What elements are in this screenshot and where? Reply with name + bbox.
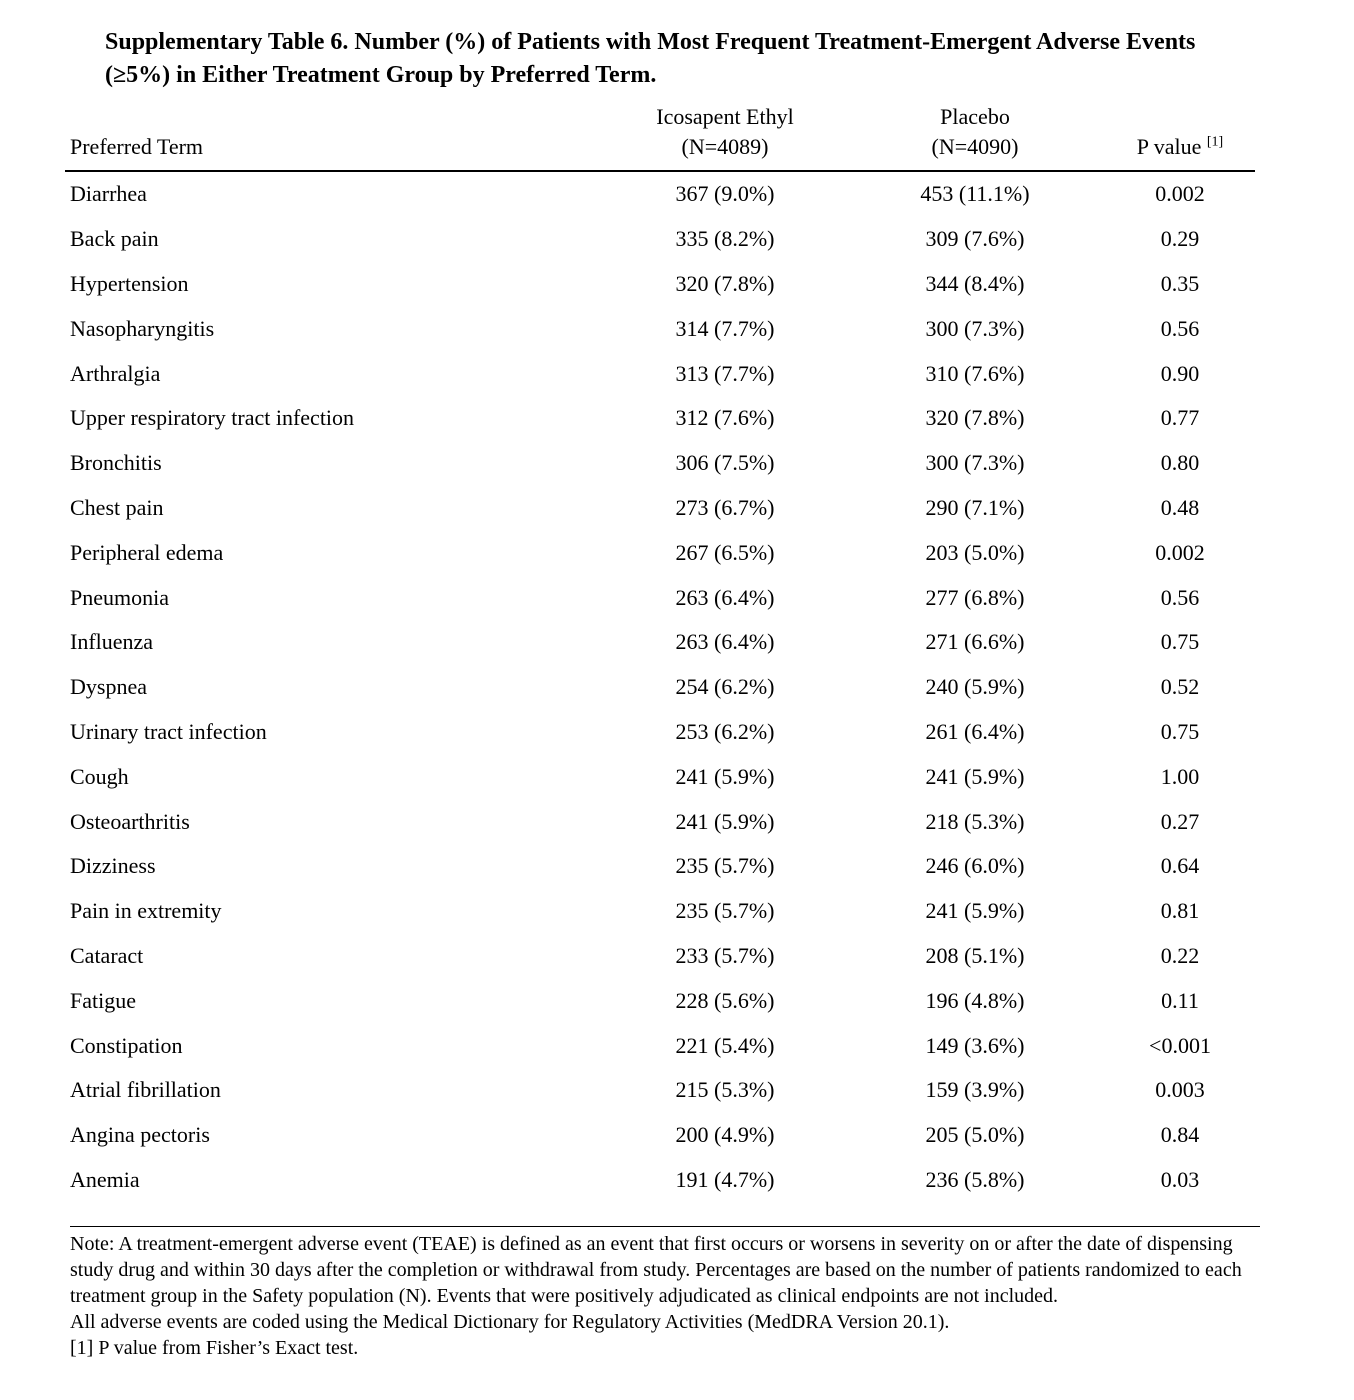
placebo-value-cell: 159 (3.9%): [925, 1077, 1025, 1103]
table-row: [65, 799, 1255, 844]
preferred-term-cell: Bronchitis: [70, 450, 162, 476]
p-value-cell: 0.90: [1160, 360, 1200, 386]
icosapent-value-cell: 306 (7.5%): [675, 450, 775, 476]
table-row: [65, 575, 1255, 620]
p-value-cell: 0.22: [1160, 942, 1200, 968]
column-header-p-value: [1105, 102, 1255, 171]
preferred-term-cell: Cataract: [70, 942, 144, 968]
preferred-term-cell: Osteoarthritis: [70, 808, 190, 834]
p-value-cell: 0.56: [1160, 315, 1200, 341]
placebo-value-cell: 241 (5.9%): [925, 898, 1025, 924]
table-row: [65, 665, 1255, 710]
footnote-teae-definition: Note: A treatment-emergent adverse event (TEAE) is defined as an event that first occurs or worsens in severity on or after the date of dispensing study drug and within 30 days after the completion or withdrawal from study. Percentages are based on the number of patients randomized to each treatment group in the Safety population (N). Events that were positively adjudicated as clinical endpoints are not included.: [70, 1233, 1242, 1308]
preferred-term-cell: Back pain: [70, 226, 159, 252]
p-value-cell: 0.27: [1160, 808, 1200, 834]
icosapent-value-cell: 241 (5.9%): [675, 763, 775, 789]
icosapent-value-cell: 263 (6.4%): [675, 629, 775, 655]
preferred-term-label: Preferred Term: [70, 134, 204, 159]
preferred-term-cell: Influenza: [70, 629, 154, 655]
p-value-cell: 0.29: [1160, 226, 1200, 252]
preferred-term-cell: Urinary tract infection: [70, 718, 267, 744]
preferred-term-cell: Pain in extremity: [70, 898, 222, 924]
preferred-term-cell: Dizziness: [70, 853, 156, 879]
placebo-value-cell: 240 (5.9%): [925, 674, 1025, 700]
placebo-value-cell: 241 (5.9%): [925, 763, 1025, 789]
icosapent-value-cell: 235 (5.7%): [675, 898, 775, 924]
icosapent-value-cell: 191 (4.7%): [675, 1166, 775, 1192]
preferred-term-cell: Angina pectoris: [70, 1122, 210, 1148]
placebo-value-cell: 453 (11.1%): [920, 181, 1030, 207]
placebo-value-cell: 344 (8.4%): [925, 270, 1025, 296]
table-row: [65, 1158, 1255, 1203]
p-value-cell: 0.11: [1161, 987, 1199, 1013]
p-value-cell: 0.35: [1160, 270, 1200, 296]
icosapent-value-cell: 235 (5.7%): [675, 853, 775, 879]
p-value-label: P value: [1136, 134, 1202, 159]
p-value-cell: 0.48: [1160, 494, 1200, 520]
placebo-value-cell: 246 (6.0%): [925, 853, 1025, 879]
preferred-term-cell: Upper respiratory tract infection: [70, 405, 355, 431]
column-header-placebo: [845, 102, 1105, 171]
table-row: [65, 441, 1255, 486]
placebo-value-cell: 309 (7.6%): [925, 226, 1025, 252]
preferred-term-cell: Diarrhea: [70, 181, 147, 207]
table-row: [65, 710, 1255, 755]
table-row: [65, 396, 1255, 441]
placebo-value-cell: 277 (6.8%): [925, 584, 1025, 610]
placebo-value-cell: 205 (5.0%): [925, 1122, 1025, 1148]
preferred-term-cell: Atrial fibrillation: [70, 1077, 221, 1103]
p-value-cell: 0.64: [1160, 853, 1200, 879]
icosapent-value-cell: 215 (5.3%): [675, 1077, 775, 1103]
table-row: [65, 844, 1255, 889]
table-row: [65, 1023, 1255, 1068]
icosapent-value-cell: 241 (5.9%): [675, 808, 775, 834]
icosapent-value-cell: 367 (9.0%): [675, 181, 775, 207]
table-row: [65, 217, 1255, 262]
table-row: [65, 934, 1255, 979]
table-row: [65, 754, 1255, 799]
adverse-events-table: [65, 102, 1255, 1202]
preferred-term-cell: Constipation: [70, 1032, 183, 1058]
p-value-footnote-marker: [1]: [1206, 134, 1224, 150]
placebo-group-label: Placebo: [940, 104, 1010, 129]
p-value-cell: <0.001: [1149, 1032, 1211, 1058]
preferred-term-cell: Peripheral edema: [70, 539, 224, 565]
icosapent-value-cell: 273 (6.7%): [675, 494, 775, 520]
icosapent-value-cell: 263 (6.4%): [675, 584, 775, 610]
placebo-value-cell: 218 (5.3%): [925, 808, 1025, 834]
placebo-value-cell: 236 (5.8%): [925, 1166, 1025, 1192]
table-row: [65, 486, 1255, 531]
icosapent-value-cell: 200 (4.9%): [675, 1122, 775, 1148]
preferred-term-cell: Dyspnea: [70, 674, 147, 700]
table-row: [65, 306, 1255, 351]
notes-separator-rule: [70, 1226, 1260, 1227]
table-row: [65, 171, 1255, 217]
icosapent-value-cell: 221 (5.4%): [675, 1032, 775, 1058]
header-row: [65, 102, 1255, 171]
column-header-preferred-term: [65, 102, 605, 171]
placebo-value-cell: 320 (7.8%): [925, 405, 1025, 431]
placebo-value-cell: 149 (3.6%): [925, 1032, 1025, 1058]
icosapent-value-cell: 254 (6.2%): [675, 674, 775, 700]
icosapent-value-cell: 313 (7.7%): [675, 360, 775, 386]
placebo-value-cell: 208 (5.1%): [925, 942, 1025, 968]
preferred-term-cell: Arthralgia: [70, 360, 161, 386]
p-value-cell: 0.002: [1155, 539, 1205, 565]
p-value-cell: 0.77: [1160, 405, 1200, 431]
table-header: [65, 102, 1255, 171]
p-value-cell: 0.80: [1160, 450, 1200, 476]
icosapent-value-cell: 335 (8.2%): [675, 226, 775, 252]
preferred-term-cell: Cough: [70, 763, 129, 789]
p-value-cell: 0.52: [1160, 674, 1200, 700]
icosapent-value-cell: 253 (6.2%): [675, 718, 775, 744]
icosapent-value-cell: 233 (5.7%): [675, 942, 775, 968]
column-header-icosapent-ethyl: [605, 102, 845, 171]
table-row: [65, 1113, 1255, 1158]
icosapent-value-cell: 320 (7.8%): [675, 270, 775, 296]
table-row: [65, 530, 1255, 575]
icosapent-group-n: (N=4089): [681, 134, 769, 159]
placebo-value-cell: 271 (6.6%): [925, 629, 1025, 655]
preferred-term-cell: Chest pain: [70, 494, 164, 520]
p-value-cell: 1.00: [1160, 763, 1200, 789]
p-value-cell: 0.03: [1160, 1166, 1200, 1192]
table-row: [65, 620, 1255, 665]
placebo-value-cell: 300 (7.3%): [925, 315, 1025, 341]
preferred-term-cell: Nasopharyngitis: [70, 315, 215, 341]
p-value-cell: 0.84: [1160, 1122, 1200, 1148]
table-row: [65, 978, 1255, 1023]
table-row: [65, 889, 1255, 934]
table-row: [65, 262, 1255, 307]
icosapent-value-cell: 228 (5.6%): [675, 987, 775, 1013]
preferred-term-cell: Anemia: [70, 1166, 140, 1192]
footnote-meddra: All adverse events are coded using the Medical Dictionary for Regulatory Activities (MedDRA Version 20.1).: [70, 1311, 950, 1334]
table-row: [65, 351, 1255, 396]
placebo-value-cell: 290 (7.1%): [925, 494, 1025, 520]
placebo-value-cell: 300 (7.3%): [925, 450, 1025, 476]
icosapent-value-cell: 312 (7.6%): [675, 405, 775, 431]
p-value-cell: 0.75: [1160, 629, 1200, 655]
placebo-group-n: (N=4090): [931, 134, 1019, 159]
placebo-value-cell: 310 (7.6%): [925, 360, 1025, 386]
p-value-cell: 0.75: [1160, 718, 1200, 744]
icosapent-group-label: Icosapent Ethyl: [656, 104, 794, 129]
table-body: [65, 171, 1255, 1202]
table-title: Supplementary Table 6. Number (%) of Patients with Most Frequent Treatment-Emergent Adverse Events (≥5%) in Either Treatment Group by Preferred Term.: [105, 29, 1196, 88]
footnotes: [70, 1231, 1265, 1361]
placebo-value-cell: 203 (5.0%): [925, 539, 1025, 565]
footnote-fishers-test: [1] P value from Fisher’s Exact test.: [70, 1337, 359, 1360]
icosapent-value-cell: 314 (7.7%): [675, 315, 775, 341]
p-value-cell: 0.56: [1160, 584, 1200, 610]
p-value-cell: 0.002: [1155, 181, 1205, 207]
placebo-value-cell: 196 (4.8%): [925, 987, 1025, 1013]
icosapent-value-cell: 267 (6.5%): [675, 539, 775, 565]
p-value-cell: 0.81: [1160, 898, 1200, 924]
placebo-value-cell: 261 (6.4%): [925, 718, 1025, 744]
preferred-term-cell: Hypertension: [70, 270, 189, 296]
preferred-term-cell: Fatigue: [70, 987, 136, 1013]
table-row: [65, 1068, 1255, 1113]
p-value-cell: 0.003: [1155, 1077, 1205, 1103]
preferred-term-cell: Pneumonia: [70, 584, 169, 610]
